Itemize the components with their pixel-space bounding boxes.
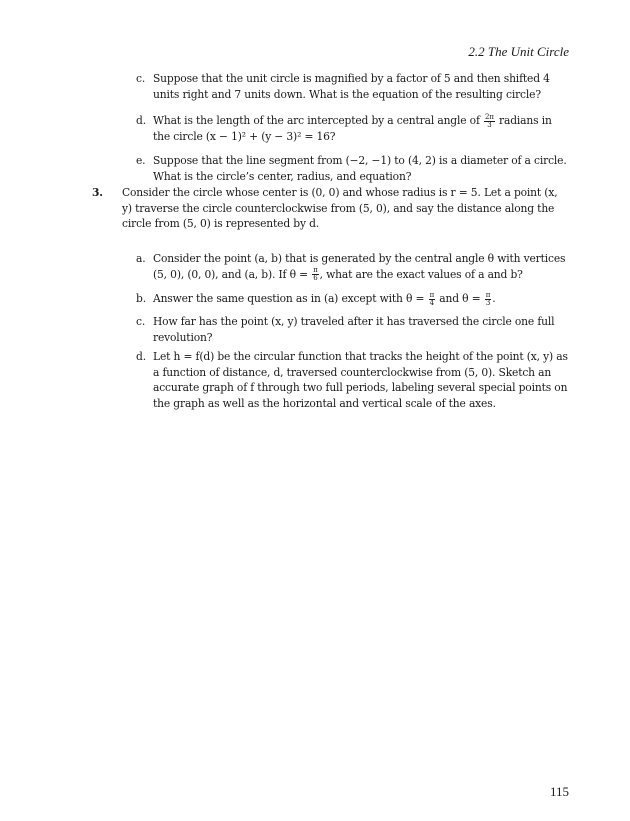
text-after: . — [492, 292, 496, 305]
problem-3-part-a — [136, 251, 569, 282]
fraction-denominator: 4 — [429, 298, 434, 307]
text-before: Consider the point (a, b) that is generated by the central angle θ with vertices (5, 0), (0, 0), and (a, b). If θ = — [153, 252, 566, 281]
problem-3-part-c — [136, 314, 569, 345]
text-after: radians in the circle (x − 1)² + (y − 3)² = 16? — [153, 114, 552, 143]
text-before: What is the length of the arc intercepted by a central angle of — [153, 114, 484, 127]
part-label: d. — [136, 114, 146, 127]
text-mid: and θ = — [436, 292, 484, 305]
part-label: c. — [136, 315, 146, 328]
part-label: d. — [136, 350, 146, 363]
fraction-numerator: π — [429, 290, 435, 299]
fraction-denominator: 3 — [485, 298, 491, 307]
part-text — [153, 113, 569, 144]
part-label: c. — [136, 72, 146, 85]
part-text: Let h = f(d) be the circular function that tracks the height of the point (x, y) as a function of distance, d, traversed counterclockwise from (5, 0). Sketch an accurate graph of f through two full periods, labeling several special points on the graph as well as the horizontal and vertical scale of the axes. — [153, 350, 568, 410]
fraction-numerator: π — [485, 290, 491, 299]
problem-number: 3. — [92, 186, 103, 199]
fraction-denominator: 3 — [487, 120, 492, 129]
text-before: Answer the same question as in (a) except with θ = — [153, 292, 428, 305]
problem-3-part-b — [136, 290, 569, 307]
part-text: How far has the point (x, y) traveled after it has traversed the circle one full revolution? — [153, 315, 555, 344]
fraction — [312, 267, 318, 282]
fraction — [484, 114, 495, 129]
fraction-numerator: 2π — [485, 112, 494, 121]
part-text — [153, 291, 569, 307]
fraction — [429, 292, 435, 307]
running-header: 2.2 The Unit Circle — [468, 44, 569, 59]
page-number: 115 — [549, 784, 569, 799]
part-label: b. — [136, 292, 146, 305]
part-text: Suppose that the unit circle is magnified by a factor of 5 and then shifted 4 units right and 7 units down. What is the equation of the resulting circle? — [153, 72, 550, 101]
problem-statement: Consider the circle whose center is (0, 0) and whose radius is r = 5. Let a point (x, y) traverse the circle counterclockwise from (5, 0), and say the distance along the circle from (5, 0) is represented by d. — [122, 186, 558, 230]
prior-part-e — [136, 153, 569, 184]
fraction-denominator: 6 — [313, 274, 318, 282]
problem-3 — [92, 185, 569, 232]
fraction — [485, 292, 491, 307]
part-text — [153, 251, 569, 282]
fraction-numerator: π — [313, 266, 318, 274]
part-text: Suppose that the line segment from (−2, −1) to (4, 2) is a diameter of a circle. What is the circle’s center, radius, and equation? — [153, 154, 567, 183]
text-after: , what are the exact values of a and b? — [319, 267, 523, 281]
prior-part-d — [136, 112, 569, 144]
problem-3-part-d — [136, 349, 569, 411]
part-label: a. — [136, 252, 146, 265]
part-label: e. — [136, 154, 146, 167]
prior-part-c — [136, 71, 569, 102]
